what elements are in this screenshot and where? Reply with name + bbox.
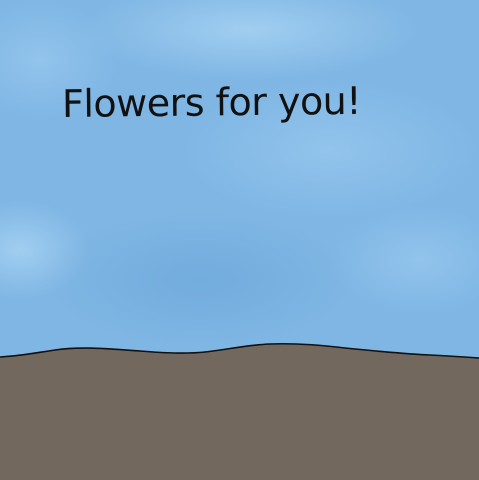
caption-text: Flowers for you!: [61, 78, 362, 126]
ground-fill: [0, 344, 479, 480]
